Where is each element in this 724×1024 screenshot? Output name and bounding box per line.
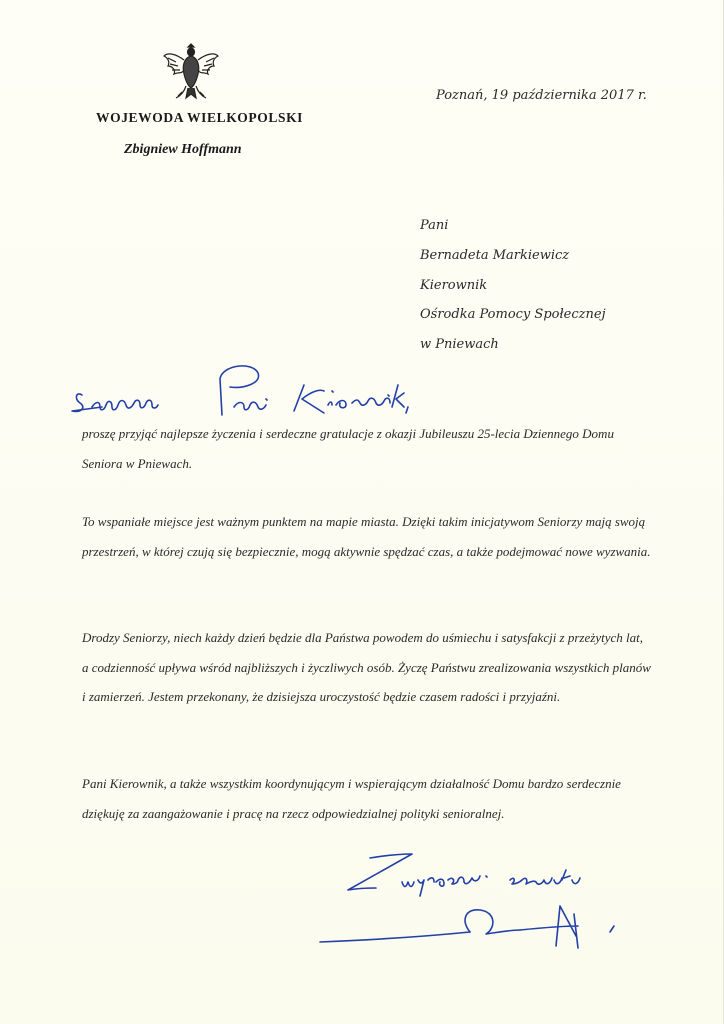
handwritten-closing-and-signature [310, 850, 640, 965]
recipient-line: Pani [420, 218, 449, 233]
recipient-line: Kierownik [420, 277, 488, 293]
recipient-line: w Pniewach [420, 337, 499, 353]
paragraph-place: To wspaniałe miejsce jest ważnym punktem na mapie miasta. Dzięki takim inicjatywom Seniorzy mają swoją przestrzeń, w której czują się bezpiecznie, mogą aktywnie spędzać czas, a także podejmować nowe wyzwania. [82, 514, 651, 559]
paragraph-greeting: proszę przyjąć najlepsze życzenia i serdeczne gratulacje z okazji Jubileuszu 25-lecia Dziennego Domu Seniora w Pniewach. [82, 426, 614, 471]
recipient-block [420, 217, 606, 366]
recipient-line: Bernadeta Markiewicz [420, 247, 570, 263]
polish-eagle-emblem [162, 40, 220, 102]
issuer-name: Zbigniew Hoffmann [124, 142, 242, 157]
place-date: Poznań, 19 października 2017 r. [436, 88, 647, 103]
issuer-title: WOJEWODA WIELKOPOLSKI [96, 110, 304, 125]
paragraph-thanks: Pani Kierownik, a także wszystkim koordynującym i wspierającym działalność Domu bardzo serdecznie dziękuję za zaangażowanie i pracę na rzecz odpowiedzialnej polityki senioralnej. [82, 776, 621, 821]
recipient-line: Ośrodka Pomocy Społecznej [420, 307, 606, 323]
handwritten-salutation [62, 355, 442, 423]
paragraph-wishes: Drodzy Seniorzy, niech każdy dzień będzie dla Państwa powodem do uśmiechu i satysfakcji z przeżytych lat, a codzienność upływa wśród najbliższych i życzliwych osób. Życzę Państwu zrealizowania wszystkich planów i zamierzeń. Jestem przekonany, że dzisiejsza uroczystość będzie czasem radości i przyjaźni. [82, 630, 651, 704]
